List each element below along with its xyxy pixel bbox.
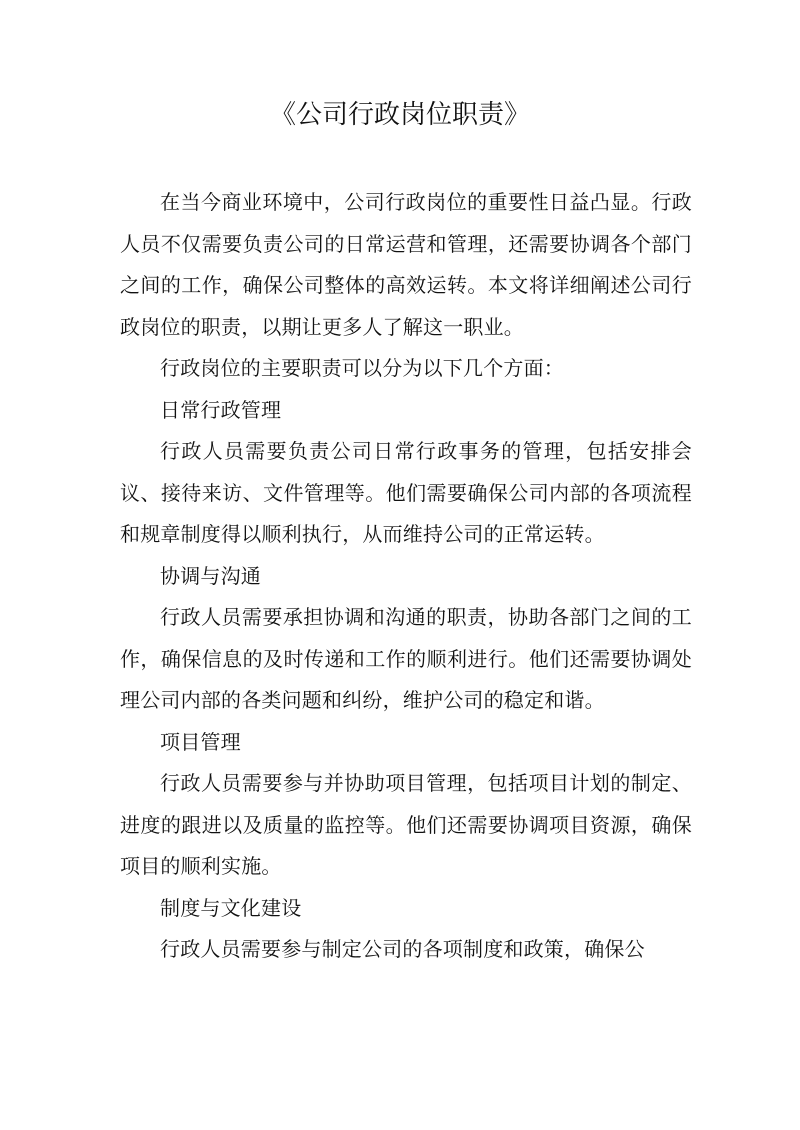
- section-heading-system-culture: 制度与文化建设: [160, 895, 302, 920]
- section-paragraph-coordination: 行政人员需要承担协调和沟通的职责，协助各部门之间的工作，确保信息的及时传递和工作的顺利进行。他们还需要协调处理公司内部的各类问题和纠纷，维护公司的稳定和谐。: [120, 605, 692, 712]
- section-heading-coordination: 协调与沟通: [160, 563, 261, 588]
- section-heading-daily-admin: 日常行政管理: [160, 397, 282, 422]
- intro-paragraph: 在当今商业环境中，公司行政岗位的重要性日益凸显。行政人员不仅需要负责公司的日常运营和管理，还需要协调各个部门之间的工作，确保公司整体的高效运转。本文将详细阐述公司行政岗位的职责，以期让更多人了解这一职业。: [120, 190, 692, 339]
- document-title: 《公司行政岗位职责》: [269, 100, 530, 130]
- section-heading-project-management: 项目管理: [160, 729, 241, 754]
- document-body: [120, 182, 692, 971]
- section-paragraph-system-culture: 行政人员需要参与制定公司的各项制度和政策，确保公: [160, 937, 645, 961]
- section-paragraph-project-management: 行政人员需要参与并协助项目管理，包括项目计划的制定、进度的跟进以及质量的监控等。他们还需要协调项目资源，确保项目的顺利实施。: [120, 771, 692, 878]
- responsibilities-intro: 行政岗位的主要职责可以分为以下几个方面：: [160, 356, 564, 380]
- section-paragraph-daily-admin: 行政人员需要负责公司日常行政事务的管理，包括安排会议、接待来访、文件管理等。他们需要确保公司内部的各项流程和规章制度得以顺利执行，从而维持公司的正常运转。: [120, 439, 692, 546]
